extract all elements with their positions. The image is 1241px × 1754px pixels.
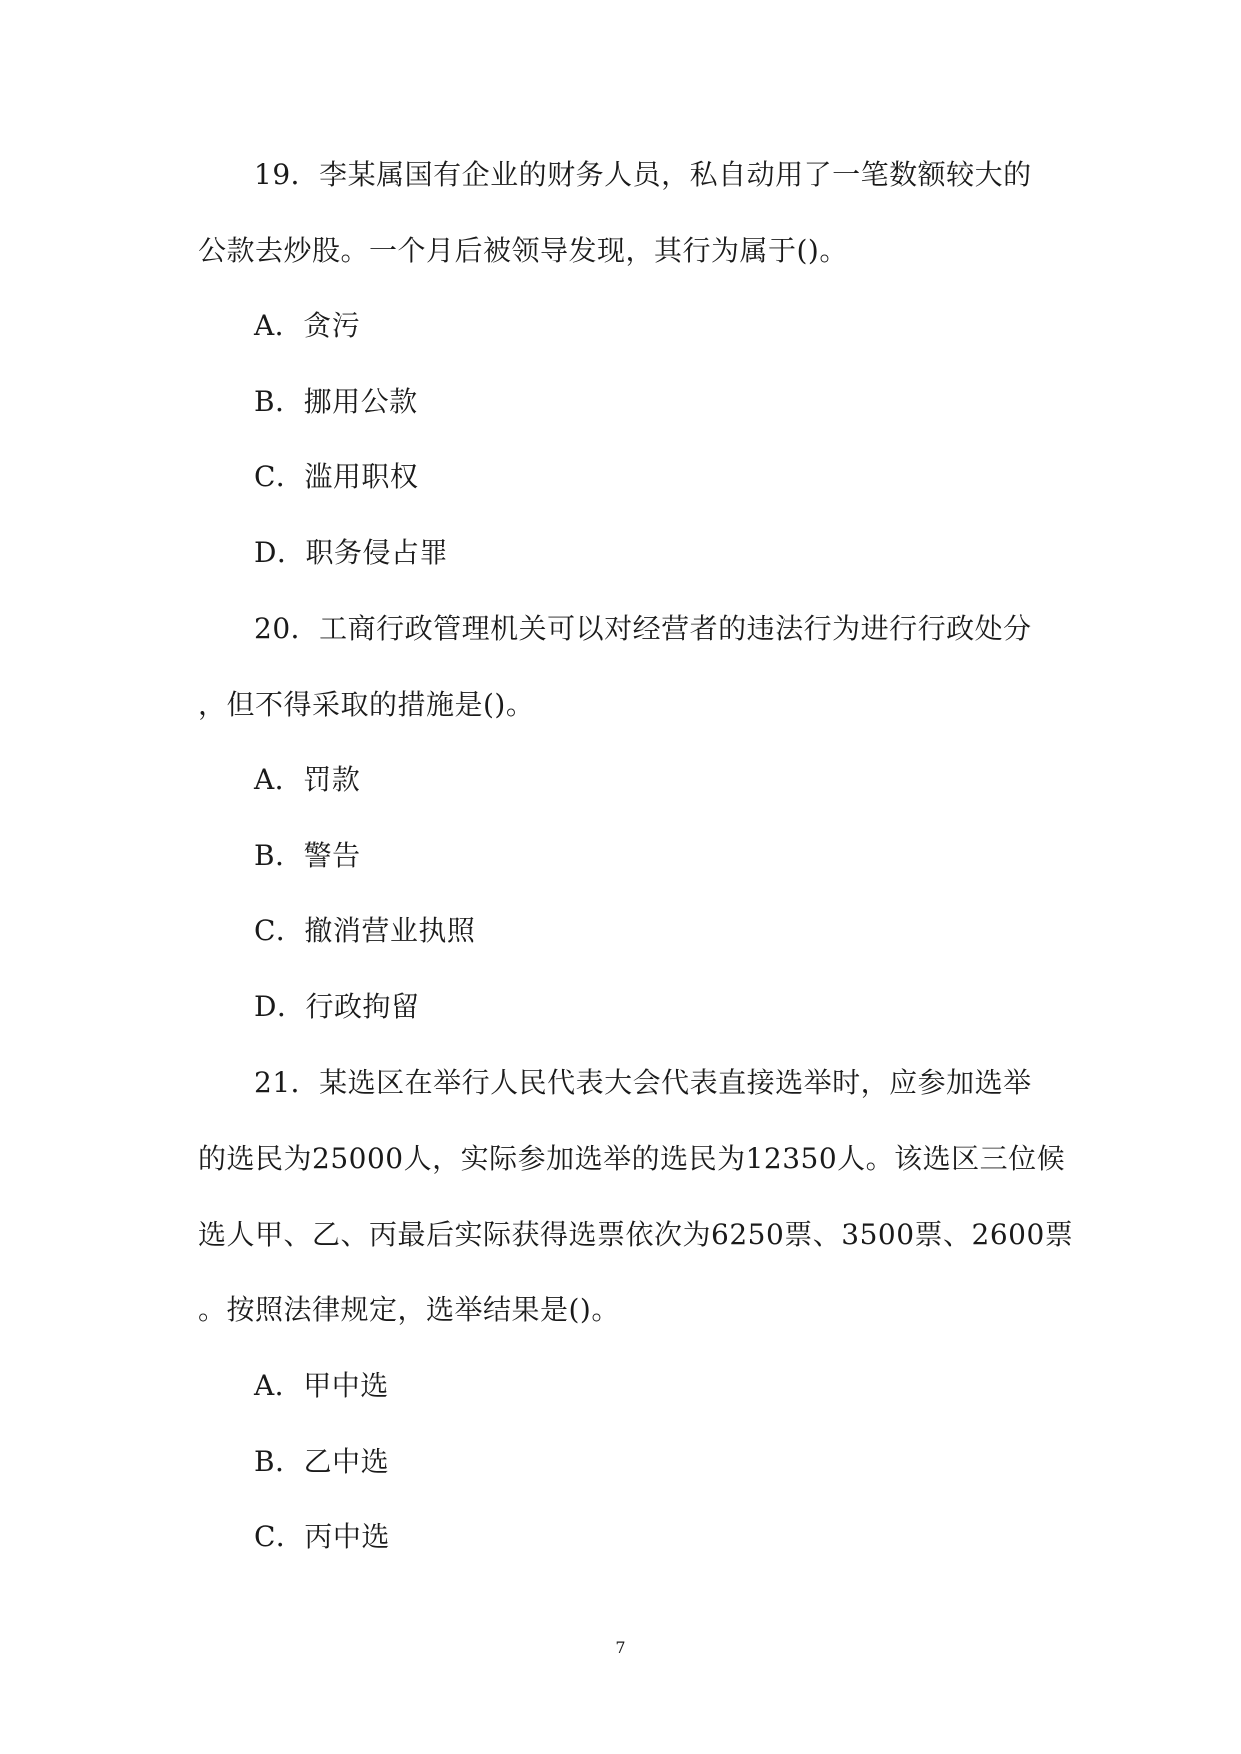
question-20-line-2: ，但不得采取的措施是()。 — [198, 688, 535, 721]
question-20-line-1: 20．工商行政管理机关可以对经营者的违法行为进行行政处分 — [254, 612, 1032, 645]
question-19-option-c: C．滥用职权 — [254, 460, 419, 493]
question-21-option-a: A．甲中选 — [254, 1369, 389, 1402]
question-20-option-b: B．警告 — [254, 839, 361, 872]
question-19-option-a: A．贪污 — [254, 309, 361, 342]
question-19-line-2: 公款去炒股。一个月后被领导发现，其行为属于()。 — [198, 234, 848, 267]
question-21-line-4: 。按照法律规定，选举结果是()。 — [198, 1293, 620, 1326]
question-21-line-2: 的选民为25000人，实际参加选举的选民为12350人。该选区三位候 — [198, 1142, 1066, 1175]
question-19-option-b: B．挪用公款 — [254, 385, 418, 418]
question-21-line-1: 21．某选区在举行人民代表大会代表直接选举时，应参加选举 — [254, 1066, 1032, 1099]
page-number: 7 — [615, 1638, 626, 1657]
question-19-option-d: D．职务侵占罪 — [254, 536, 448, 569]
question-19-line-1: 19．李某属国有企业的财务人员，私自动用了一笔数额较大的 — [254, 158, 1032, 191]
question-20-option-a: A．罚款 — [254, 763, 361, 796]
question-21-option-c: C．丙中选 — [254, 1520, 390, 1553]
question-20-option-d: D．行政拘留 — [254, 990, 420, 1023]
question-21-line-3: 选人甲、乙、丙最后实际获得选票依次为6250票、3500票、2600票 — [198, 1218, 1074, 1251]
question-21-option-b: B．乙中选 — [254, 1445, 390, 1478]
question-20-option-c: C．撤消营业执照 — [254, 914, 476, 947]
